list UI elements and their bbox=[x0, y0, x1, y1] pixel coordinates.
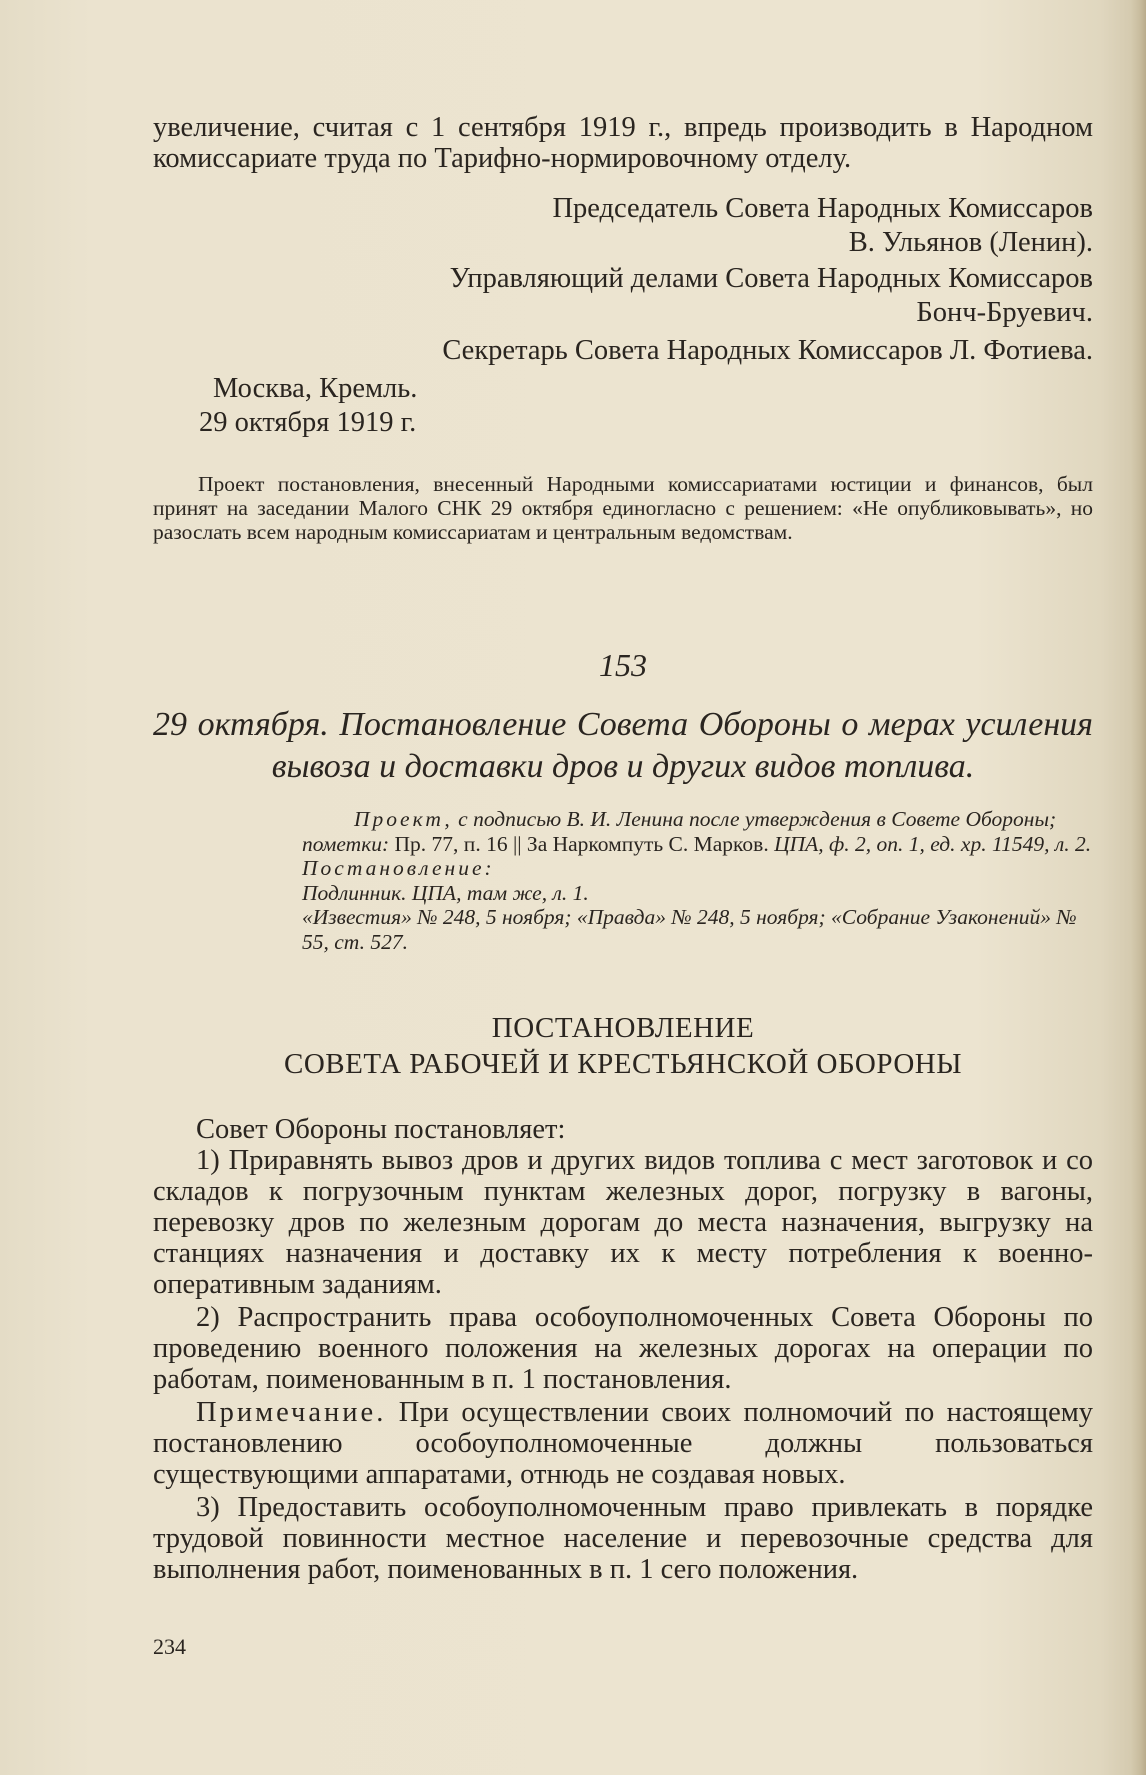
source-project-label: Проект, bbox=[354, 807, 453, 831]
place: Москва, Кремль. bbox=[213, 373, 418, 404]
sources-block bbox=[302, 807, 1092, 954]
item-1: 1) Приравнять вывоз дров и других видов топлива с мест заготовок и со складов к погрузочным пунктам железных дорог, погрузку в вагоны, перевозку дров по железным дорогам до места назначения, выгрузку на станциях назначения и доставку их к месту потребления к военно-оперативным заданиям. bbox=[153, 1145, 1093, 1300]
secretary-signature: Секретарь Совета Народных Комиссаров Л. Фотиева. bbox=[442, 335, 1093, 366]
note bbox=[153, 1397, 1093, 1490]
intro: Совет Обороны постановляет: bbox=[196, 1114, 566, 1145]
date: 29 октября 1919 г. bbox=[199, 407, 417, 438]
document-title: 29 октября. Постановление Совета Обороны о мерах усиления вывоза и доставки дров и других видов топлива. bbox=[153, 706, 1093, 785]
document-number: 153 bbox=[599, 647, 647, 683]
document-header bbox=[153, 647, 1093, 788]
top-paragraph: увеличение, считая с 1 сентября 1919 г., впредь производить в Народном комиссариате труда по Тарифно-нормировочному отделу. bbox=[153, 112, 1093, 174]
item-2: 2) Распространить права особоуполномоченных Совета Обороны по проведению военного положения на железных дорогах на операции по работам, поименованным в п. 1 постановления. bbox=[153, 1302, 1093, 1395]
footnote-block bbox=[153, 472, 1093, 544]
source-project-text: с подписью В. И. Ленина после утверждения в Совете Обороны; пометки: bbox=[302, 807, 1057, 856]
footnote: Проект постановления, внесенный Народными комиссариатами юстиции и финансов, был принят на заседании Малого СНК 29 октября единогласно с решением: «Не опубликовывать», но разослать всем народным комиссариатам и центральным ведомствам. bbox=[153, 472, 1093, 544]
resolution-body bbox=[153, 1114, 1093, 1585]
source-archive: ЦПА, ф. 2, оп. 1, ед. хр. 11549, л. 2. bbox=[774, 831, 1092, 856]
chairman-name: В. Ульянов (Ленин). bbox=[848, 227, 1093, 258]
source-resolution-label: Постановление: bbox=[302, 856, 495, 880]
heading-line-1: ПОСТАНОВЛЕНИЕ bbox=[491, 1012, 755, 1044]
source-publications: «Известия» № 248, 5 ноября; «Правда» № 248, 5 ноября; «Собрание Узаконений» № 55, ст. 527. bbox=[302, 905, 1077, 954]
manager-title: Управляющий делами Совета Народных Комиссаров bbox=[449, 263, 1093, 294]
page-number-block bbox=[153, 1634, 186, 1660]
signature-block bbox=[153, 192, 1093, 440]
manager-name: Бонч-Бруевич. bbox=[916, 297, 1093, 328]
source-marks: Пр. 77, п. 16 || За Наркомпуть С. Марков. bbox=[394, 831, 769, 856]
heading-line-2: СОВЕТА РАБОЧЕЙ И КРЕСТЬЯНСКОЙ ОБОРОНЫ bbox=[283, 1048, 963, 1080]
chairman-title: Председатель Совета Народных Комиссаров bbox=[552, 193, 1093, 224]
item-3: 3) Предоставить особоуполномоченным право привлекать в порядке трудовой повинности местное население и перевозочные средства для выполнения работ, поименованных в п. 1 сего положения. bbox=[153, 1492, 1093, 1585]
page-number: 234 bbox=[153, 1634, 186, 1659]
top-paragraph-block bbox=[153, 112, 1093, 174]
resolution-heading bbox=[153, 1010, 1093, 1082]
source-line-1 bbox=[302, 807, 1092, 856]
page-edge bbox=[1130, 0, 1146, 1775]
note-label: Примечание. bbox=[196, 1397, 387, 1428]
note-text: При осуществлении своих полномочий по настоящему постановлению особоуполномоченные должны пользоваться существующими аппаратами, отнюдь не создавая новых. bbox=[153, 1397, 1093, 1490]
source-original: Подлинник. ЦПА, там же, л. 1. bbox=[302, 880, 589, 905]
